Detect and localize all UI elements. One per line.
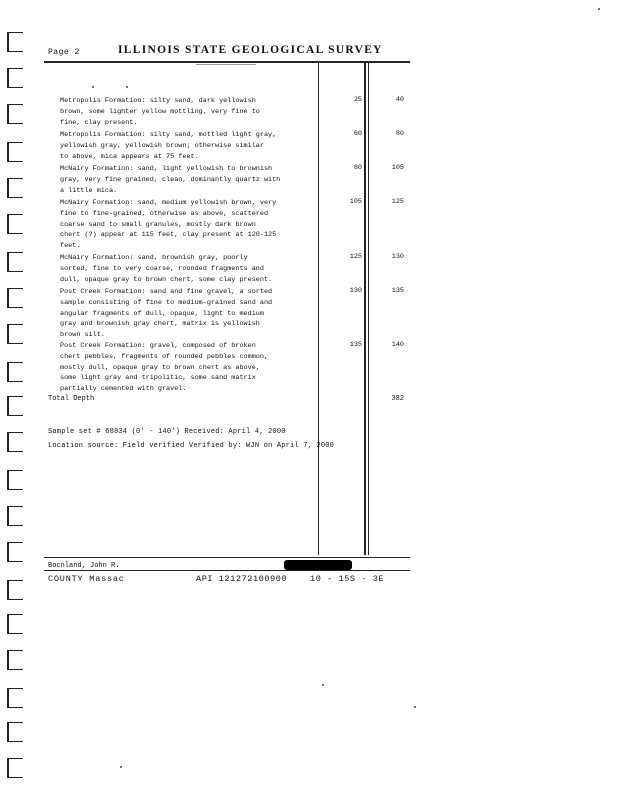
depth-from: 135 <box>349 341 362 349</box>
footer-rule <box>44 570 410 571</box>
log-row <box>60 341 318 395</box>
header-rule <box>44 61 410 63</box>
binder-mark <box>7 614 23 634</box>
speck <box>126 86 128 88</box>
header-subrule <box>196 64 256 65</box>
depth-from: 125 <box>349 253 362 261</box>
description-line: sorted, fine to very coarse, rounded fragments and <box>60 264 264 273</box>
binder-mark <box>7 288 23 308</box>
description-line: some light gray and tripolitic, some sand matrix <box>60 374 256 383</box>
binder-mark <box>7 142 23 162</box>
survey-title: ILLINOIS STATE GEOLOGICAL SURVEY <box>118 44 383 56</box>
description-line: Metropolis Formation: silty sand, dark yellowish <box>60 97 256 105</box>
speck <box>322 684 324 686</box>
description-line: Post Creek Formation: gravel, composed of broken <box>60 342 256 350</box>
total-depth-label: Total Depth <box>48 395 95 403</box>
description-line: dull, opaque gray to brown chert, some clay present. <box>60 275 273 284</box>
description-line: Metropolis Formation: silty sand, mottled light gray, <box>60 131 277 139</box>
redaction-mark <box>284 560 352 570</box>
sample-set-info: Sample set # 68834 (0' - 140') Received: April 4, 2000 <box>48 428 286 436</box>
description-line: brown silt. <box>60 331 105 340</box>
speck <box>120 766 122 768</box>
binder-mark <box>7 580 23 600</box>
binder-mark <box>7 506 23 526</box>
binder-mark <box>7 396 23 416</box>
description-line: a little mica. <box>60 186 118 195</box>
footer-rule <box>44 557 410 558</box>
binder-mark <box>7 758 23 778</box>
description-line: fine to fine-grained, otherwise as above, scattered <box>60 209 269 218</box>
binder-mark <box>7 722 23 742</box>
depth-from: 60 <box>353 130 362 138</box>
depth-from: 80 <box>353 164 362 172</box>
description-line: mostly dull, opaque gray to brown chert as above, <box>60 363 260 372</box>
description-line: angular fragments of dull, opaque, light to medium <box>60 309 264 318</box>
speck <box>598 8 600 10</box>
depth-from: 105 <box>349 198 362 206</box>
binder-mark <box>7 362 23 382</box>
depth-to: 80 <box>395 130 404 138</box>
depth-to: 130 <box>391 253 404 261</box>
binder-mark <box>7 470 23 490</box>
binder-mark <box>7 324 23 344</box>
description-line: Post Creek Formation: sand and fine gravel, a sorted <box>60 288 273 296</box>
api-number: API 121272100900 <box>196 574 288 584</box>
depth-to: 125 <box>391 198 404 206</box>
county-label: COUNTY Massac <box>48 574 125 584</box>
log-row <box>60 198 318 252</box>
binder-mark <box>7 252 23 272</box>
description-line: brown, some lighter yellow mottling, very fine to <box>60 107 260 116</box>
depth-from: 130 <box>349 287 362 295</box>
speck <box>414 706 416 708</box>
township-range: 10 - 15S - 3E <box>310 574 385 584</box>
description-line: chert pebbles, fragments of rounded pebbles common, <box>60 352 269 361</box>
binder-mark <box>7 104 23 124</box>
description-line: yellowish gray, yellowish brown; otherwise similar <box>60 141 264 150</box>
description-line: McNairy Formation: sand, light yellowish to brownish <box>60 165 273 173</box>
binder-mark <box>7 688 23 708</box>
location-source: Location source: Field verified Verified by: WJN on April 7, 2000 <box>48 442 335 450</box>
total-depth-value: 382 <box>391 395 404 403</box>
binder-mark <box>7 178 23 198</box>
description-line: to above, mica appears at 75 feet. <box>60 152 199 161</box>
depth-from: 25 <box>353 96 362 104</box>
speck <box>92 86 94 88</box>
log-row <box>60 287 318 341</box>
page-number: Page 2 <box>48 48 80 57</box>
description-line: partially cemented with gravel. <box>60 385 187 394</box>
description-line: gray, very fine grained, clean, dominantly quartz with <box>60 175 281 184</box>
log-row <box>60 253 318 285</box>
depth-to: 140 <box>391 341 404 349</box>
binder-mark <box>7 32 23 52</box>
description-line: chert (?) appear at 115 feet, clay present at 120-125 <box>60 231 277 240</box>
binder-mark <box>7 68 23 88</box>
log-row <box>60 130 318 162</box>
description-line: McNairy Formation: sand, medium yellowish brown, very <box>60 199 277 207</box>
depth-to: 105 <box>391 164 404 172</box>
owner-name: Bocnland, John R. <box>48 562 120 570</box>
description-line: sample consisting of fine to medium-grained sand and <box>60 298 273 307</box>
binder-mark <box>7 650 23 670</box>
description-line: fine, clay present. <box>60 118 138 127</box>
depth-to: 135 <box>391 287 404 295</box>
binder-mark <box>7 542 23 562</box>
depth-to: 40 <box>395 96 404 104</box>
description-line: gray and brownish gray chert, matrix is yellowish <box>60 320 260 329</box>
log-row <box>60 96 318 128</box>
binder-mark <box>7 214 23 234</box>
log-row <box>60 164 318 196</box>
description-line: feet. <box>60 242 81 251</box>
description-line: McNairy Formation: sand, brownish gray, poorly <box>60 254 248 262</box>
binder-mark <box>7 432 23 452</box>
description-line: coarse sand to small granules, mostly dark brown <box>60 220 256 229</box>
column-divider <box>318 63 319 555</box>
